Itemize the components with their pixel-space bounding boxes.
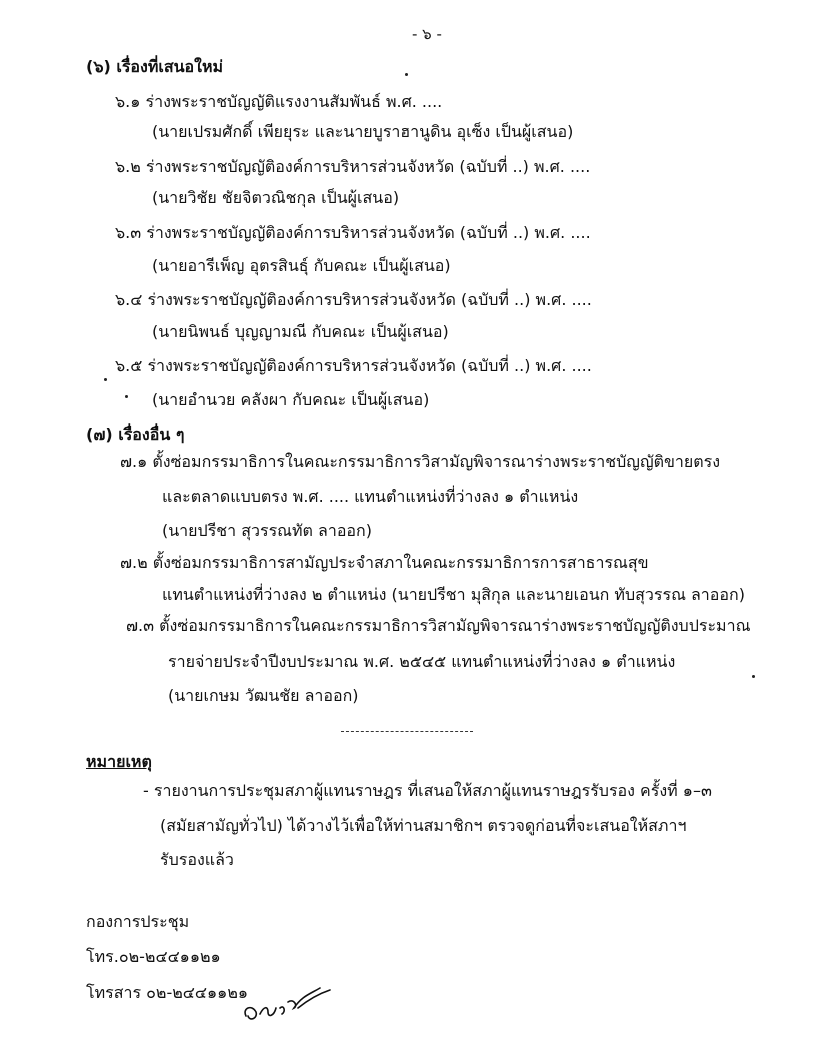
section6-item3-title: ๖.๓ ร่างพระราชบัญญัติองค์การบริหารส่วนจังหวัด (ฉบับที่ ..) พ.ศ. .... bbox=[115, 223, 591, 242]
section7-item2-line2: แทนตำแหน่งที่ว่างลง ๒ ตำแหน่ง (นายปรีชา มุสิกุล และนายเอนก ทับสุวรรณ ลาออก) bbox=[162, 585, 745, 604]
section6-item5-title: ๖.๕ ร่างพระราชบัญญัติองค์การบริหารส่วนจังหวัด (ฉบับที่ ..) พ.ศ. .... bbox=[115, 356, 592, 375]
scan-speck bbox=[752, 675, 755, 678]
footer-office: กองการประชุม bbox=[86, 912, 190, 931]
page-number: - ๖ - bbox=[412, 25, 442, 43]
handwritten-initials bbox=[238, 978, 338, 1028]
section6-item2-proposer: (นายวิชัย ชัยจิตวณิชกุล เป็นผู้เสนอ) bbox=[152, 188, 400, 207]
section7-item1-line2: และตลาดแบบตรง พ.ศ. .... แทนตำแหน่งที่ว่างลง ๑ ตำแหน่ง bbox=[162, 487, 579, 506]
scan-speck bbox=[405, 73, 408, 76]
section7-item3-line2: รายจ่ายประจำปีงบประมาณ พ.ศ. ๒๕๔๕ แทนตำแหน่งที่ว่างลง ๑ ตำแหน่ง bbox=[168, 652, 676, 671]
section7-item3-line1: ๗.๓ ตั้งซ่อมกรรมาธิการในคณะกรรมาธิการวิสามัญพิจารณาร่างพระราชบัญญัติงบประมาณ bbox=[126, 616, 751, 635]
note-heading: หมายเหตุ bbox=[86, 752, 152, 771]
section6-item2-title: ๖.๒ ร่างพระราชบัญญัติองค์การบริหารส่วนจังหวัด (ฉบับที่ ..) พ.ศ. .... bbox=[115, 157, 591, 176]
section-divider bbox=[341, 731, 473, 732]
section6-item4-proposer: (นายนิพนธ์ บุญญามณี กับคณะ เป็นผู้เสนอ) bbox=[152, 322, 449, 341]
section6-item1-proposer: (นายเปรมศักดิ์ เพียยุระ และนายบูราฮานูดิน อุเซ็ง เป็นผู้เสนอ) bbox=[152, 122, 574, 141]
section7-item1-line1: ๗.๑ ตั้งซ่อมกรรมาธิการในคณะกรรมาธิการวิสามัญพิจารณาร่างพระราชบัญญัติขายตรง bbox=[120, 452, 721, 471]
note-line3: รับรองแล้ว bbox=[160, 850, 234, 869]
scan-speck bbox=[125, 395, 128, 398]
section6-item4-title: ๖.๔ ร่างพระราชบัญญัติองค์การบริหารส่วนจังหวัด (ฉบับที่ ..) พ.ศ. .... bbox=[115, 290, 592, 309]
section7-heading: (๗) เรื่องอื่น ๆ bbox=[86, 425, 185, 444]
footer-phone: โทร.๐๒-๒๔๔๑๑๒๑ bbox=[86, 947, 221, 966]
footer-fax: โทรสาร ๐๒-๒๔๔๑๑๒๑ bbox=[86, 983, 249, 1002]
section6-item3-proposer: (นายอารีเพ็ญ อุตรสินธุ์ กับคณะ เป็นผู้เสนอ) bbox=[152, 256, 451, 275]
section6-item1-title: ๖.๑ ร่างพระราชบัญญัติแรงงานสัมพันธ์ พ.ศ. .... bbox=[115, 92, 443, 111]
section7-item2-line1: ๗.๒ ตั้งซ่อมกรรมาธิการสามัญประจำสภาในคณะกรรมาธิการการสาธารณสุข bbox=[120, 553, 649, 572]
note-line1: - รายงานการประชุมสภาผู้แทนราษฎร ที่เสนอให้สภาผู้แทนราษฎรรับรอง ครั้งที่ ๑–๓ bbox=[143, 781, 712, 800]
section6-item5-proposer: (นายอำนวย คลังผา กับคณะ เป็นผู้เสนอ) bbox=[152, 390, 430, 409]
section6-heading: (๖) เรื่องที่เสนอใหม่ bbox=[86, 57, 224, 76]
section7-item3-line3: (นายเกษม วัฒนชัย ลาออก) bbox=[168, 686, 359, 705]
note-line2: (สมัยสามัญทั่วไป) ได้วางไว้เพื่อให้ท่านสมาชิกฯ ตรวจดูก่อนที่จะเสนอให้สภาฯ bbox=[160, 816, 687, 835]
scan-speck bbox=[104, 378, 107, 381]
section7-item1-line3: (นายปรีชา สุวรรณทัต ลาออก) bbox=[162, 521, 372, 540]
